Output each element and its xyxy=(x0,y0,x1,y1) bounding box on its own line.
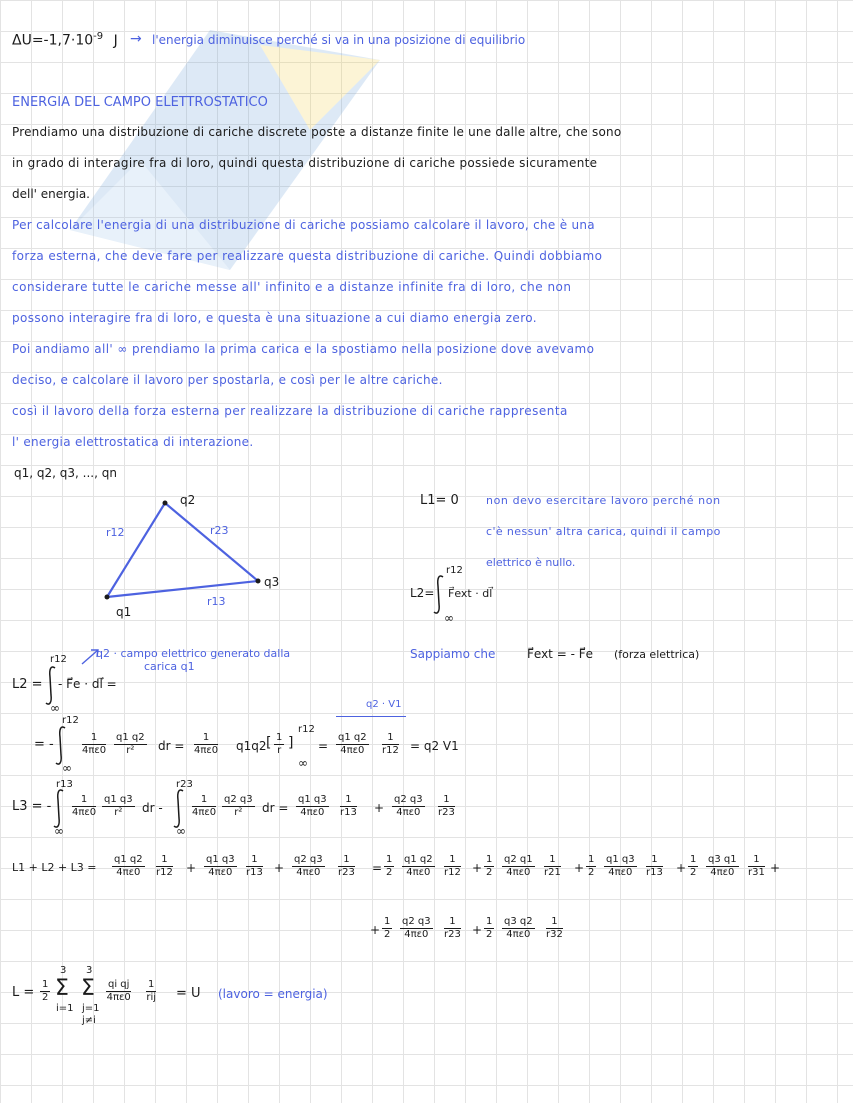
annotation-line2: carica q1 xyxy=(144,660,195,673)
frac-1-r: $\frac{1}{r}$ xyxy=(276,732,283,756)
frac-qiqj-k: $\frac{\text{qi qj}}{4\pi\varepsilon 0}$ xyxy=(106,979,131,1003)
frac-q1q3-k: $\frac{q1 q3}{4\pi\varepsilon 0}$ xyxy=(298,794,327,818)
bracket-upper: r12 xyxy=(298,724,315,735)
l2-right-upper: r12 xyxy=(446,565,463,576)
sum1-bottom: i=1 xyxy=(56,1003,74,1014)
bracket-open: [ xyxy=(266,735,272,751)
charge-triangle xyxy=(90,490,290,620)
final-label: L = xyxy=(12,985,35,1000)
sappiamo-text: Sappiamo che xyxy=(410,647,496,661)
para2-line4: possono interagire fra di loro, e questa è una situazione a cui diamo energia zero. xyxy=(12,311,538,325)
sigma-icon: Σ xyxy=(81,976,95,1001)
delta-u-formula: $\Delta U=-1,7\cdot 10^{-9}$ J xyxy=(12,31,118,49)
arrow-icon: → xyxy=(130,31,142,47)
frac-half: $\frac{1}{2}$ xyxy=(690,854,697,878)
l3-lower: ∞ xyxy=(54,824,64,838)
sum-label: L1 + L2 + L3 = xyxy=(12,861,97,874)
frac-q1q3-r2: $\frac{q1 q3}{\text{r²}}$ xyxy=(104,794,133,818)
l1-zero: L1= 0 xyxy=(420,493,459,508)
l2x-upper: r12 xyxy=(62,715,79,726)
final-result: = U xyxy=(176,986,201,1001)
para1-line2: in grado di interagire fra di loro, quindi questa distribuzione di cariche possiede sicuramente xyxy=(12,156,598,170)
sum-plus: + xyxy=(186,861,197,875)
frac-k: $\frac{1}{4\pi\varepsilon 0}$ xyxy=(72,794,97,818)
l2x-lower: ∞ xyxy=(62,761,72,775)
bracket-close: ] xyxy=(288,735,294,751)
forza-elettrica-note: (forza elettrica) xyxy=(614,648,700,661)
l2-right-label: L2= xyxy=(410,586,435,600)
para2-line1: Per calcolare l'energia di una distribuzione di cariche possiamo calcolare il lavoro, che è una xyxy=(12,218,595,232)
label-q1: q1 xyxy=(116,605,132,619)
l2x-mid2: q1q2 xyxy=(236,739,267,753)
sum-plus: + xyxy=(676,861,687,875)
frac-q1q2-k: $\frac{q1 q2}{4\pi\varepsilon 0}$ xyxy=(114,854,143,878)
frac-q2q3-k: $\frac{q2 q3}{4\pi\varepsilon 0}$ xyxy=(394,794,423,818)
label-q2: q2 xyxy=(180,493,196,507)
l2x-eq: = xyxy=(318,739,329,753)
l2-label: L2 = xyxy=(12,677,43,692)
final-note: (lavoro = energia) xyxy=(218,987,328,1001)
para2-line2: forza esterna, che deve fare per realizzare questa distribuzione di cariche. Quindi dobbiamo xyxy=(12,249,603,263)
frac-half: $\frac{1}{2}$ xyxy=(486,916,493,940)
label-q3: q3 xyxy=(264,575,280,589)
sum-plus: + xyxy=(472,861,483,875)
sum1-top: 3 xyxy=(60,965,67,976)
frac-q1q2-k: $\frac{q1 q2}{4\pi\varepsilon 0}$ xyxy=(338,732,367,756)
frac-q3q1-k: $\frac{q3 q1}{4\pi\varepsilon 0}$ xyxy=(708,854,737,878)
l3-plus: + xyxy=(374,801,385,815)
frac-1-r31: $\frac{1}{r31}$ xyxy=(748,854,765,878)
frac-1-r21: $\frac{1}{r21}$ xyxy=(544,854,561,878)
frac-1-r13: $\frac{1}{r13}$ xyxy=(246,854,263,878)
annotation-line1: q2 · campo elettrico generato dalla xyxy=(96,647,291,660)
sum-eq: = xyxy=(372,861,383,875)
integral-sign xyxy=(432,574,446,616)
para2-line5: Poi andiamo all' ∞ prendiamo la prima carica e la spostiamo nella posizione dove avevamo xyxy=(12,342,595,356)
section-heading: ENERGIA DEL CAMPO ELETTROSTATICO xyxy=(12,95,268,110)
frac-1-r32: $\frac{1}{r32}$ xyxy=(546,916,563,940)
frac-1-rij: 1 rij xyxy=(146,979,157,1003)
frac-1-r12: $\frac{1}{r12}$ xyxy=(444,854,461,878)
frac-1-r23: $\frac{1}{r23}$ xyxy=(438,794,455,818)
l1-note-line3: elettrico è nullo. xyxy=(486,556,576,569)
label-r23: r23 xyxy=(210,524,229,537)
watermark-logo xyxy=(60,20,390,280)
frac-half: $\frac{1}{2}$ xyxy=(486,854,493,878)
para1-line1: Prendiamo una distribuzione di cariche discrete poste a distanze finite le une dalle altre, che sono xyxy=(12,125,622,139)
frac-q1q3-k: $\frac{q1 q3}{4\pi\varepsilon 0}$ xyxy=(606,854,635,878)
frac-q1q2-k: $\frac{q1 q2}{4\pi\varepsilon 0}$ xyxy=(404,854,433,878)
sum2-cond: j≠i xyxy=(82,1015,96,1026)
frac-q1q3-k: $\frac{q1 q3}{4\pi\varepsilon 0}$ xyxy=(206,854,235,878)
brace-label: q2 · V1 xyxy=(366,699,402,710)
para2-line8: l' energia elettrostatica di interazione. xyxy=(12,435,254,449)
frac-half: $\frac{1}{2}$ xyxy=(588,854,595,878)
sum-plus: + xyxy=(274,861,285,875)
l3-upper2: r23 xyxy=(176,779,193,790)
frac-1-r12: $\frac{1}{r12}$ xyxy=(382,732,399,756)
frac-q2q3-r2: $\frac{q2 q3}{\text{r²}}$ xyxy=(224,794,253,818)
l2x-result: = q2 V1 xyxy=(410,739,459,753)
l2-right-integrand: F⃗ext · dl⃗ xyxy=(448,587,493,600)
frac-1-r23: $\frac{1}{r23}$ xyxy=(338,854,355,878)
l2-integrand: - F⃗e · dl⃗ = xyxy=(58,677,117,691)
para2-line7: così il lavoro della forza esterna per realizzare la distribuzione di cariche rappresenta xyxy=(12,404,568,418)
sum2-bottom: j=1 xyxy=(82,1003,100,1014)
fext-formula: F⃗ext = - F⃗e xyxy=(527,647,593,661)
frac-half: $\frac{1}{2}$ xyxy=(42,979,49,1003)
frac-1-r23: $\frac{1}{r23}$ xyxy=(444,916,461,940)
para2-line6: deciso, e calcolare il lavoro per spostarla, e così per le altre cariche. xyxy=(12,373,443,387)
label-r13: r13 xyxy=(207,595,226,608)
frac-half: $\frac{1}{2}$ xyxy=(386,854,393,878)
brace-line xyxy=(336,716,406,717)
label-r12: r12 xyxy=(106,526,125,539)
frac-1-r13: $\frac{1}{r13}$ xyxy=(340,794,357,818)
sigma-icon: Σ xyxy=(55,976,69,1001)
l3-upper: r13 xyxy=(56,779,73,790)
frac-k: $\frac{1}{4\pi\varepsilon 0}$ xyxy=(194,732,219,756)
l2-right-lower: ∞ xyxy=(444,611,454,625)
sum-plus: + xyxy=(472,923,483,937)
frac-q3q2-k: $\frac{q3 q2}{4\pi\varepsilon 0}$ xyxy=(504,916,533,940)
l1-note-line2: c'è nessun' altra carica, quindi il campo xyxy=(486,525,721,538)
sum-plus: + xyxy=(370,923,381,937)
sum-plus: + xyxy=(574,861,585,875)
l2-lower: ∞ xyxy=(50,701,60,715)
bracket-lower: ∞ xyxy=(298,756,308,770)
charges-list: q1, q2, q3, ..., qn xyxy=(14,466,117,480)
frac-q2q1-k: $\frac{q2 q1}{4\pi\varepsilon 0}$ xyxy=(504,854,533,878)
l3-dr-minus: dr - xyxy=(142,801,163,815)
sum2-top: 3 xyxy=(86,965,93,976)
frac-1-r13: $\frac{1}{r13}$ xyxy=(646,854,663,878)
frac-q2q3-k: $\frac{q2 q3}{4\pi\varepsilon 0}$ xyxy=(402,916,431,940)
l3-lower2: ∞ xyxy=(176,824,186,838)
frac-k: $\frac{1}{4\pi\varepsilon 0}$ xyxy=(82,732,107,756)
frac-q2q3-k: $\frac{q2 q3}{4\pi\varepsilon 0}$ xyxy=(294,854,323,878)
energy-note: l'energia diminuisce perché si va in una posizione di equilibrio xyxy=(152,33,526,47)
para2-line3: considerare tutte le cariche messe all' infinito e a distanze infinite fra di loro, che non xyxy=(12,280,572,294)
l2x-prefix: = - xyxy=(34,737,54,752)
l2x-mid1: dr = xyxy=(158,739,185,753)
sum-plus: + xyxy=(770,861,781,875)
l3-dr-eq: dr = xyxy=(262,801,289,815)
l2-upper: r12 xyxy=(50,654,67,665)
para1-line3: dell' energia. xyxy=(12,187,90,201)
frac-q1q2-r2: $\frac{q1 q2}{\text{r²}}$ xyxy=(116,732,145,756)
l1-note-line1: non devo esercitare lavoro perché non xyxy=(486,494,721,507)
frac-1-r12: $\frac{1}{r12}$ xyxy=(156,854,173,878)
l3-label: L3 = - xyxy=(12,799,52,814)
frac-k: $\frac{1}{4\pi\varepsilon 0}$ xyxy=(192,794,217,818)
frac-half: $\frac{1}{2}$ xyxy=(384,916,391,940)
